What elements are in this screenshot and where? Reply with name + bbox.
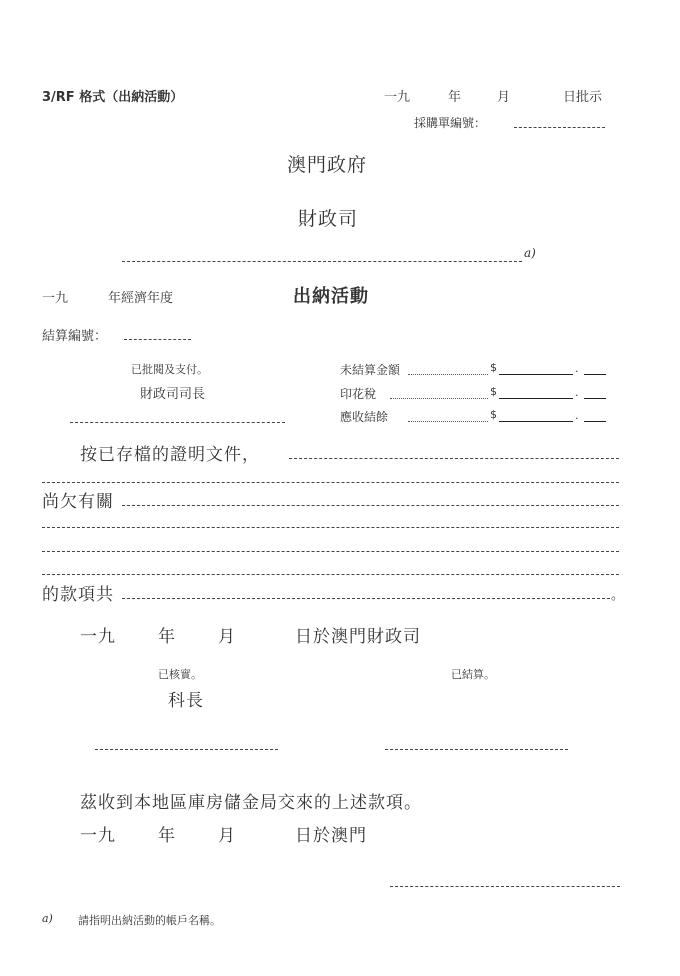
footnote-text: 請指明出納活動的帳戶名稱。 (78, 914, 221, 927)
approved-text: 已批閱及支付。 (131, 363, 208, 376)
purchase-no-field[interactable] (514, 127, 605, 128)
date-place: 日於澳門財政司 (295, 627, 421, 647)
purchase-no-label: 採購單編號： (414, 116, 487, 130)
blank-line[interactable] (42, 574, 619, 575)
receipt-month-unit: 月 (218, 826, 236, 846)
approval-year-unit: 年 (448, 90, 462, 105)
fiscal-year-prefix: 一九 (42, 291, 69, 306)
amount-label-unsettled: 未結算金額 (340, 363, 401, 377)
verifier-title: 科長 (168, 691, 204, 711)
amount-label-stamp-duty: 印花稅 (340, 387, 377, 401)
date-year-unit: 年 (158, 627, 176, 647)
decimal-point: . (575, 409, 579, 422)
owed-party-field[interactable] (122, 505, 619, 506)
blank-line[interactable] (42, 527, 619, 528)
approval-year: 一九 (384, 90, 411, 105)
settled-text: 已結算。 (451, 668, 495, 681)
amount-leader-dots (390, 398, 488, 399)
settler-signature-line[interactable] (385, 749, 568, 750)
amount-field-receivable[interactable] (499, 421, 573, 422)
blank-line[interactable] (42, 482, 619, 483)
account-name-footnote-mark: a) (524, 246, 536, 260)
receipt-year-prefix: 一九 (80, 826, 116, 846)
decimal-point: . (575, 386, 579, 399)
body-line-documents: 按已存檔的證明文件， (80, 445, 260, 465)
footnote-mark: a) (42, 912, 53, 925)
amount-field-stamp-duty[interactable] (499, 398, 573, 399)
approval-month-unit: 月 (497, 90, 511, 105)
fiscal-year-label: 年經濟年度 (108, 291, 174, 306)
government-title: 澳門政府 (287, 154, 368, 176)
receipt-year-unit: 年 (158, 826, 176, 846)
settlement-no-field[interactable] (124, 339, 191, 340)
receipt-text: 茲收到本地區庫房儲金局交來的上述款項。 (80, 793, 422, 813)
approval-signer: 財政司司長 (140, 387, 206, 402)
amount-cents-stamp-duty[interactable] (584, 398, 606, 399)
sentence-end: 。 (611, 588, 625, 603)
date-year-prefix: 一九 (80, 627, 116, 647)
currency-sign: $ (490, 408, 497, 421)
amount-field-unsettled[interactable] (499, 374, 573, 375)
approval-day-label: 日批示 (563, 90, 603, 105)
date-month-unit: 月 (218, 627, 236, 647)
amount-cents-unsettled[interactable] (584, 374, 606, 375)
amount-cents-receivable[interactable] (584, 421, 606, 422)
amount-leader-dots (408, 374, 488, 375)
body-line-total: 的款項共 (42, 585, 114, 605)
total-amount-field[interactable] (122, 598, 610, 599)
amount-leader-dots (408, 421, 488, 422)
activity-title: 出納活動 (293, 286, 369, 307)
account-name-field[interactable] (122, 261, 522, 262)
currency-sign: $ (490, 361, 497, 374)
verifier-signature-line[interactable] (95, 749, 278, 750)
currency-sign: $ (490, 385, 497, 398)
approval-signature-line[interactable] (70, 422, 285, 423)
form-code: 3/RF 格式（出納活動） (42, 90, 184, 105)
blank-line[interactable] (42, 551, 619, 552)
department-title: 財政司 (298, 208, 359, 230)
decimal-point: . (575, 362, 579, 375)
settlement-no-label: 結算編號： (42, 329, 108, 344)
receipt-place: 日於澳門 (295, 826, 367, 846)
amount-label-receivable: 應收結餘 (340, 410, 389, 424)
documents-field[interactable] (289, 458, 619, 459)
verified-text: 已核實。 (158, 668, 202, 681)
body-line-owed: 尚欠有關 (42, 492, 114, 512)
receiver-signature-line[interactable] (390, 886, 620, 887)
